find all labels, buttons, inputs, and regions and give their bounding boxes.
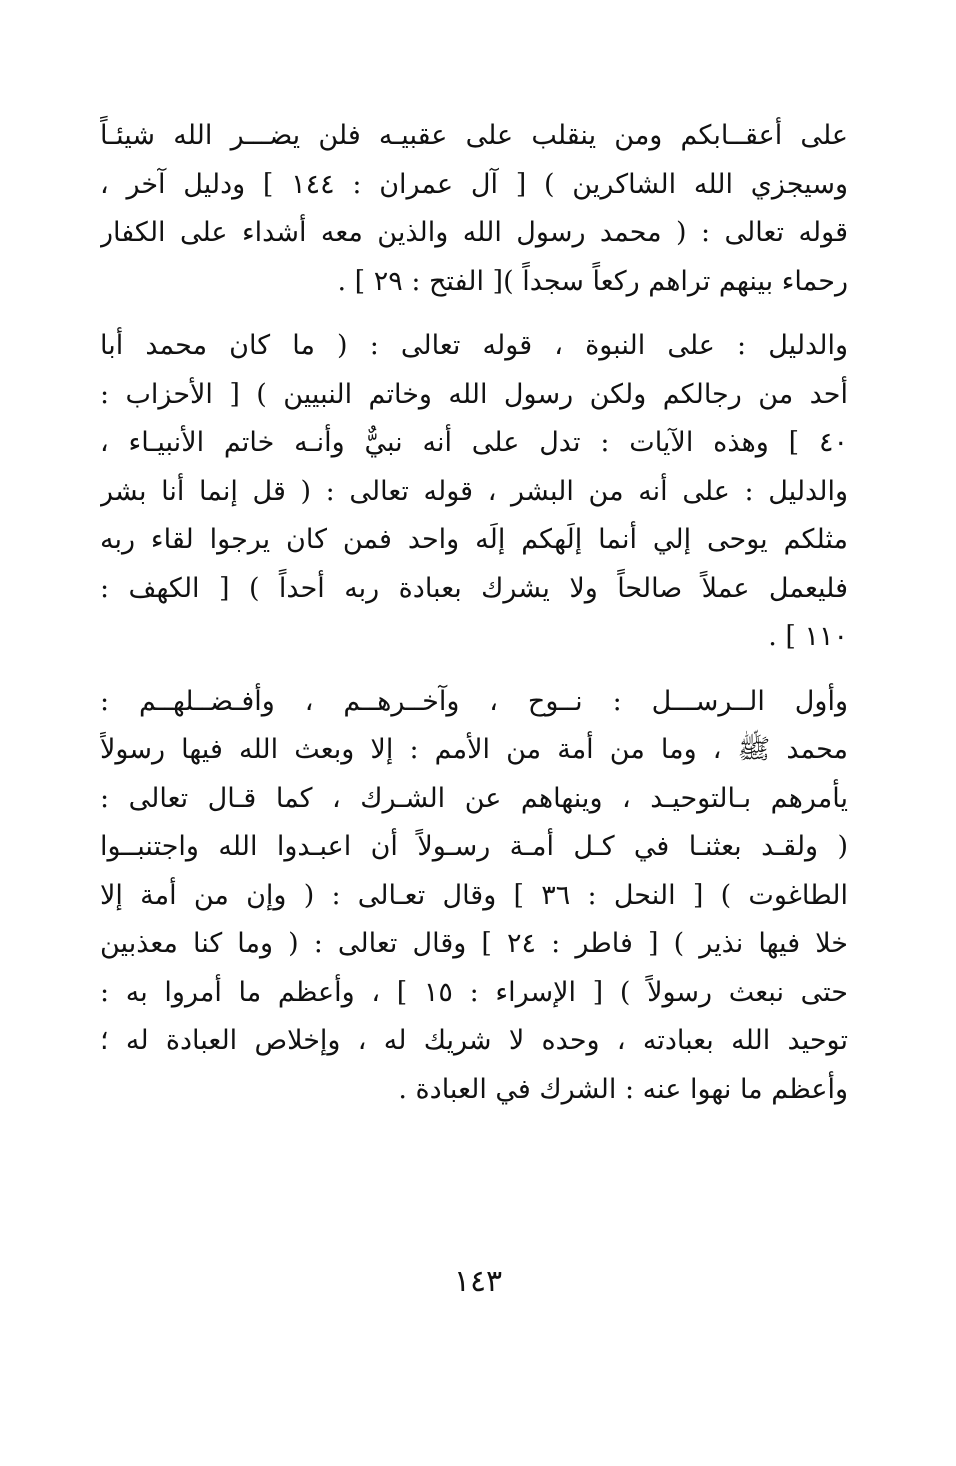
text-line: ١١٠ ] . bbox=[768, 621, 848, 652]
page-number: ١٤٣ bbox=[453, 1264, 503, 1299]
text-line: حتى نبعث رسولاً ) [ الإسراء : ١٥ ] ، وأعظم ما أمروا به : bbox=[100, 976, 848, 1008]
paragraph-3 bbox=[100, 678, 848, 1115]
text-line: وسيجزي الله الشاكرين ) [ آل عمران : ١٤٤ ] ودليل آخر ، bbox=[100, 168, 848, 200]
text-line: والدليل : على أنه من البشر ، قوله تعالى : ( قل إنما أنا بشر bbox=[100, 475, 848, 507]
text-line: ( ولقـد بعثنـا في كـل أمـة رسـولاً أن اعبـدوا الله واجتنبــوا bbox=[100, 831, 848, 862]
text-line: خلا فيها نذير ) [ فاطر : ٢٤ ] وقال تعالى : ( وما كنا معذبين bbox=[100, 928, 848, 959]
text-line: الطاغوت ) [ النحل : ٣٦ ] وقال تعـالى : ( وإن من أمة إلا bbox=[100, 879, 848, 911]
text-line: والدليل : على النبوة ، قوله تعالى : ( ما كان محمد أبا bbox=[100, 330, 848, 361]
text-line: أحد من رجالكم ولكن رسول الله وخاتم النبيين ) [ الأحزاب : bbox=[100, 378, 848, 410]
text-line: على أعقــابكم ومن ينقلب على عقبيـه فلن يضـــر الله شيئـاً bbox=[100, 120, 848, 151]
text-line: ٤٠ ] وهذه الآيات : تدل على أنه نبيٌّ وأنـه خاتم الأنبيـاء ، bbox=[100, 427, 848, 458]
text-line: توحيد الله بعبادته ، وحده لا شريك له ، وإخلاص العبادة له ؛ bbox=[100, 1025, 848, 1056]
text-line: مثلكم يوحى إلي أنما إلَهكم إلَه واحد فمن كان يرجوا لقاء ربه bbox=[100, 524, 848, 555]
text-line: وأول الــرســـل : نــوح ، وآخــرهــم ، وأفـضــلهــم : bbox=[100, 685, 848, 717]
text-line: محمد ﷺ ، وما من أمة من الأمم : إلا وبعث الله فيها رسولاً bbox=[100, 734, 848, 765]
text-line: وأعظم ما نهوا عنه : الشرك في العبادة . bbox=[398, 1073, 848, 1105]
text-line: يأمرهم بـالتوحيـد ، وينهاهم عن الشـرك ، كما قـال تعالى : bbox=[100, 782, 848, 814]
page-body bbox=[100, 112, 848, 1114]
text-line: قوله تعالى : ( محمد رسول الله والذين معه أشداء على الكفار bbox=[100, 217, 848, 248]
paragraph-1 bbox=[100, 112, 848, 306]
text-line: رحماء بينهم تراهم ركعاً سجداً )[ الفتح : ٢٩ ] . bbox=[337, 265, 848, 297]
paragraph-2 bbox=[100, 322, 848, 662]
text-line: فليعمل عملاً صالحاً ولا يشرك بعبادة ربه أحداً ) [ الكهف : bbox=[100, 572, 848, 604]
